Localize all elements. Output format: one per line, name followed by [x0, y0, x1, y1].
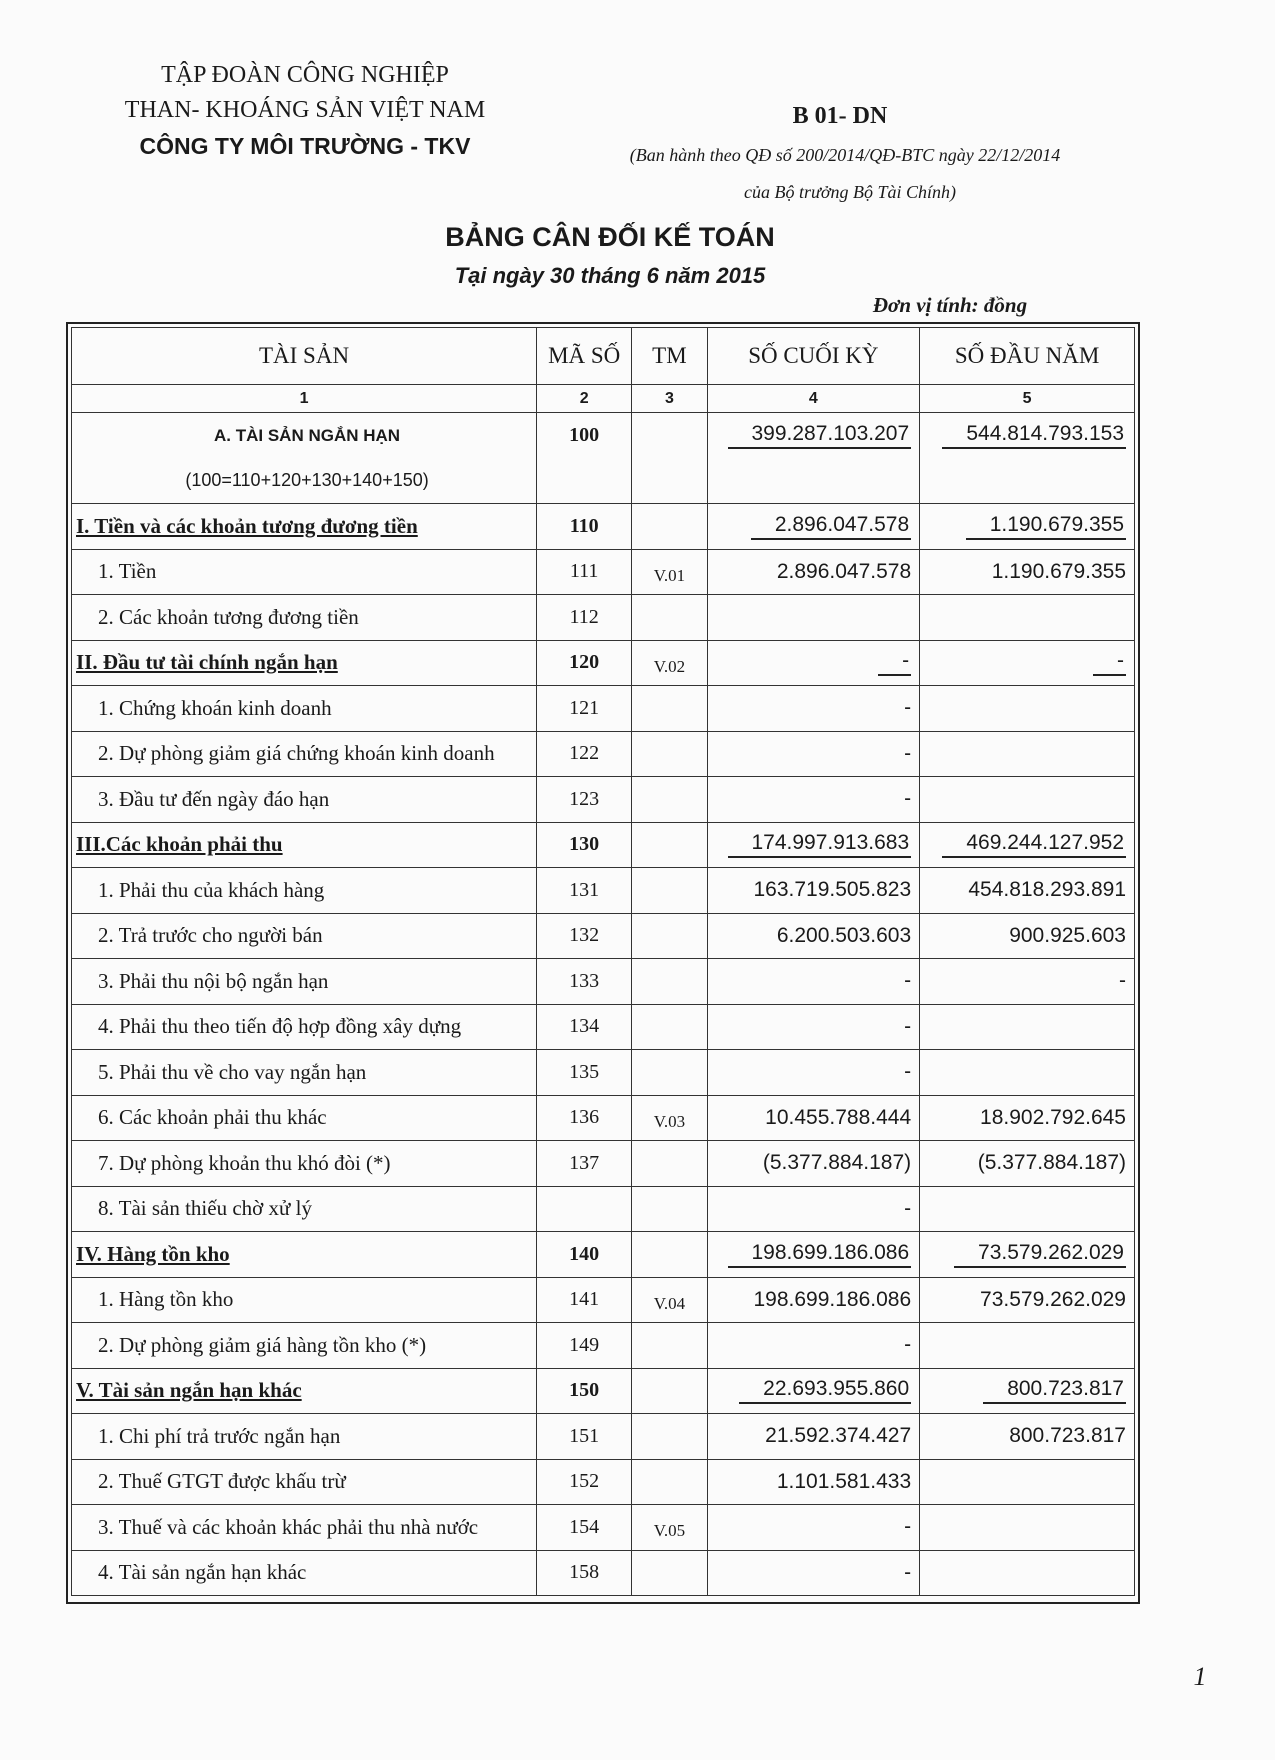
row-code: [537, 959, 632, 1005]
table-row: [72, 504, 1135, 550]
row-end-period-value: [707, 1050, 920, 1096]
row-code: [537, 1550, 632, 1596]
row-begin-year-value: [920, 868, 1135, 914]
row-code-text: 141: [569, 1288, 600, 1311]
row-note: [632, 504, 707, 550]
row-begin-year-value: [920, 1368, 1135, 1414]
row-begin-year-value: [920, 1141, 1135, 1187]
page-number: 1: [1193, 1662, 1207, 1691]
row-end-period-value-text: 174.997.913.683: [728, 831, 912, 858]
row-begin-year-value: [920, 413, 1135, 459]
row-begin-year-value-text: 73.579.262.029: [954, 1241, 1126, 1268]
row-note: [632, 1050, 707, 1096]
row-begin-year-value-text: 900.925.603: [1009, 923, 1126, 947]
row-note: [632, 640, 707, 686]
table-row: [72, 1368, 1135, 1414]
row-end-period-value-text: 6.200.503.603: [776, 923, 912, 947]
row-end-period-value-text: 399.287.103.207: [728, 422, 912, 449]
row-end-period-value: [707, 913, 920, 959]
row-end-period-value: [707, 731, 920, 777]
row-code-text: 132: [569, 924, 600, 947]
row-end-period-value-text: 1.101.581.433: [776, 1469, 912, 1493]
row-name-text: III.Các khoản phải thu: [76, 832, 283, 857]
column-number: 4: [707, 385, 920, 413]
table-row: [72, 1323, 1135, 1369]
row-note: [632, 458, 707, 504]
row-code-text: 122: [569, 742, 600, 765]
row-name: [72, 595, 537, 641]
row-code: [537, 504, 632, 550]
row-note: [632, 1550, 707, 1596]
table-row: [72, 595, 1135, 641]
row-name-text: (100=110+120+130+140+150): [185, 470, 429, 490]
row-end-period-value: [707, 595, 920, 641]
row-code: [537, 1004, 632, 1050]
row-begin-year-value: [920, 959, 1135, 1005]
row-code-text: 154: [569, 1515, 600, 1538]
row-code: [537, 1050, 632, 1096]
row-end-period-value-text: 10.455.788.444: [765, 1105, 912, 1129]
row-code-text: 152: [569, 1470, 600, 1493]
row-end-period-value: [707, 1459, 920, 1505]
column-header-begin-year: SỐ ĐẦU NĂM: [920, 328, 1135, 385]
row-name-text: V. Tài sản ngắn hạn khác: [76, 1378, 302, 1403]
row-end-period-value-text: -: [878, 649, 911, 676]
row-end-period-value-text: -: [904, 1333, 912, 1357]
row-name: [72, 1004, 537, 1050]
row-begin-year-value-text: -: [1093, 649, 1126, 676]
table-row: [72, 549, 1135, 595]
row-name: [72, 913, 537, 959]
row-name: [72, 959, 537, 1005]
row-name-text: 8. Tài sản thiếu chờ xử lý: [98, 1196, 312, 1221]
row-begin-year-value: [920, 1323, 1135, 1369]
row-note-text: V.01: [653, 565, 686, 585]
decree-line-2: của Bộ trưởng Bộ Tài Chính): [744, 182, 956, 202]
row-begin-year-value: [920, 1505, 1135, 1551]
row-note: [632, 1505, 707, 1551]
column-number: 3: [632, 385, 707, 413]
row-code: [537, 595, 632, 641]
row-end-period-value: [707, 1414, 920, 1460]
row-name: [72, 1505, 537, 1551]
row-end-period-value: [707, 1505, 920, 1551]
row-begin-year-value: [920, 913, 1135, 959]
row-name: [72, 822, 537, 868]
row-end-period-value: [707, 822, 920, 868]
row-name-text: II. Đầu tư tài chính ngắn hạn: [76, 650, 338, 675]
row-note: [632, 959, 707, 1005]
row-note-text: V.02: [653, 656, 686, 676]
row-note: [632, 1095, 707, 1141]
row-end-period-value-text: -: [904, 1560, 912, 1584]
column-number: 5: [920, 385, 1135, 413]
row-begin-year-value: [920, 731, 1135, 777]
row-end-period-value: [707, 1550, 920, 1596]
table-row: [72, 1505, 1135, 1551]
row-code: [537, 1277, 632, 1323]
row-begin-year-value-text: 544.814.793.153: [942, 422, 1126, 449]
table-row: [72, 1550, 1135, 1596]
row-code: [537, 549, 632, 595]
column-header-code: MÃ SỐ: [537, 328, 632, 385]
document-date: Tại ngày 30 tháng 6 năm 2015: [454, 263, 766, 288]
row-code-text: 131: [569, 878, 600, 901]
row-note: [632, 868, 707, 914]
row-name-text: I. Tiền và các khoản tương đương tiền: [76, 513, 418, 538]
row-end-period-value: [707, 1368, 920, 1414]
row-name-text: 4. Tài sản ngắn hạn khác: [98, 1560, 307, 1585]
row-end-period-value: [707, 868, 920, 914]
row-end-period-value-text: -: [904, 696, 912, 720]
row-code-text: 134: [569, 1015, 600, 1038]
row-end-period-value-text: -: [904, 1515, 912, 1539]
company-name: CÔNG TY MÔI TRƯỜNG - TKV: [139, 133, 471, 159]
row-note: [632, 1141, 707, 1187]
table-row: [72, 777, 1135, 823]
column-number: 1: [72, 385, 537, 413]
row-begin-year-value: [920, 822, 1135, 868]
row-code: [537, 777, 632, 823]
row-end-period-value-text: 2.896.047.578: [751, 513, 911, 540]
table-row: [72, 458, 1135, 504]
row-begin-year-value-text: 469.244.127.952: [942, 831, 1126, 858]
row-name-text: 2. Dự phòng giảm giá hàng tồn kho (*): [98, 1332, 427, 1357]
row-name-text: 1. Hàng tồn kho: [98, 1287, 234, 1312]
row-name-text: A. TÀI SẢN NGẮN HẠN: [214, 425, 401, 445]
row-name-text: 2. Các khoản tương đương tiền: [98, 604, 359, 629]
row-name: [72, 1095, 537, 1141]
table-row: [72, 640, 1135, 686]
row-name: [72, 1368, 537, 1414]
table-row: [72, 959, 1135, 1005]
row-note: [632, 1414, 707, 1460]
row-code-text: 112: [569, 605, 599, 628]
row-end-period-value: [707, 1323, 920, 1369]
row-code-text: 135: [569, 1060, 600, 1083]
row-begin-year-value-text: 800.723.817: [1009, 1424, 1126, 1448]
row-name: [72, 549, 537, 595]
row-end-period-value: [707, 640, 920, 686]
row-code-text: 133: [569, 969, 600, 992]
row-end-period-value: [707, 549, 920, 595]
row-name: [72, 868, 537, 914]
row-name: [72, 1414, 537, 1460]
row-end-period-value-text: -: [904, 1014, 912, 1038]
table-row: [72, 1095, 1135, 1141]
row-name-text: 3. Phải thu nội bộ ngắn hạn: [98, 968, 329, 993]
row-name-text: 1. Chi phí trả trước ngắn hạn: [98, 1423, 341, 1448]
row-name: [72, 1459, 537, 1505]
table-row: [72, 1232, 1135, 1278]
row-begin-year-value-text: 454.818.293.891: [968, 878, 1126, 902]
row-name-text: 2. Thuế GTGT được khấu trừ: [98, 1469, 346, 1494]
row-begin-year-value-text: (5.377.884.187): [977, 1151, 1126, 1175]
table-row: [72, 731, 1135, 777]
row-end-period-value: [707, 686, 920, 732]
row-end-period-value: [707, 777, 920, 823]
row-begin-year-value-text: 18.902.792.645: [980, 1105, 1126, 1129]
document-title: BẢNG CÂN ĐỐI KẾ TOÁN: [445, 222, 775, 252]
row-begin-year-value: [920, 549, 1135, 595]
row-begin-year-value-text: 1.190.679.355: [966, 513, 1126, 540]
decree-line-1: (Ban hành theo QĐ số 200/2014/QĐ-BTC ngày 22/12/2014: [629, 145, 1061, 165]
row-name: [72, 686, 537, 732]
currency-unit: Đơn vị tính: đồng: [872, 293, 1028, 317]
row-note: [632, 1186, 707, 1232]
column-header-note: TM: [632, 328, 707, 385]
row-name: [72, 777, 537, 823]
row-code: [537, 1368, 632, 1414]
row-code: [537, 1414, 632, 1460]
row-end-period-value: [707, 413, 920, 459]
row-name-text: 2. Trả trước cho người bán: [98, 923, 323, 948]
column-header-end-period: SỐ CUỐI KỲ: [707, 328, 920, 385]
row-end-period-value: [707, 1277, 920, 1323]
row-end-period-value: [707, 504, 920, 550]
table-row: [72, 1141, 1135, 1187]
table-row: [72, 1277, 1135, 1323]
row-note-text: V.03: [653, 1111, 686, 1131]
row-code: [537, 458, 632, 504]
table-row: [72, 413, 1135, 459]
row-name: [72, 1186, 537, 1232]
column-number: 2: [537, 385, 632, 413]
row-name-text: 4. Phải thu theo tiến độ hợp đồng xây dựng: [98, 1014, 462, 1039]
row-code: [537, 1095, 632, 1141]
row-code: [537, 1232, 632, 1278]
row-name: [72, 640, 537, 686]
row-name: [72, 1232, 537, 1278]
table-row: [72, 1004, 1135, 1050]
table-row: [72, 1050, 1135, 1096]
row-note: [632, 1323, 707, 1369]
row-name-text: 1. Tiền: [98, 559, 157, 584]
org-line-2: THAN- KHOÁNG SẢN VIỆT NAM: [124, 97, 486, 123]
row-name-text: 3. Đầu tư đến ngày đáo hạn: [98, 786, 330, 811]
row-end-period-value-text: 198.699.186.086: [753, 1287, 912, 1311]
row-end-period-value-text: 21.592.374.427: [765, 1424, 912, 1448]
table-row: [72, 686, 1135, 732]
row-end-period-value-text: 22.693.955.860: [739, 1377, 911, 1404]
row-note: [632, 686, 707, 732]
row-note: [632, 777, 707, 823]
row-end-period-value: [707, 1141, 920, 1187]
row-note-text: V.05: [653, 1521, 686, 1541]
row-code: [537, 686, 632, 732]
row-begin-year-value-text: 1.190.679.355: [991, 559, 1126, 583]
row-code-text: 136: [569, 1106, 600, 1129]
row-code-text: 130: [569, 833, 600, 856]
row-end-period-value: [707, 1095, 920, 1141]
row-end-period-value-text: -: [904, 741, 912, 765]
row-name-text: 5. Phải thu về cho vay ngắn hạn: [98, 1059, 367, 1084]
row-note: [632, 595, 707, 641]
row-code: [537, 1323, 632, 1369]
row-code-text: 120: [569, 651, 600, 674]
row-end-period-value: [707, 1186, 920, 1232]
table-row: [72, 822, 1135, 868]
row-name: [72, 731, 537, 777]
row-note: [632, 1277, 707, 1323]
row-begin-year-value: [920, 1050, 1135, 1096]
row-code: [537, 1505, 632, 1551]
row-code-text: 140: [569, 1242, 600, 1265]
row-note-text: V.04: [653, 1293, 686, 1313]
row-begin-year-value: [920, 1277, 1135, 1323]
row-begin-year-value: [920, 777, 1135, 823]
row-name: [72, 413, 537, 459]
row-name: [72, 1050, 537, 1096]
row-begin-year-value: [920, 1550, 1135, 1596]
row-end-period-value-text: -: [904, 787, 912, 811]
row-note: [632, 731, 707, 777]
row-code-text: 151: [569, 1424, 600, 1447]
row-code: [537, 1459, 632, 1505]
form-code: B 01- DN: [792, 103, 888, 129]
row-note: [632, 1232, 707, 1278]
row-begin-year-value-text: 800.723.817: [983, 1377, 1126, 1404]
row-name: [72, 1141, 537, 1187]
balance-sheet-table: [66, 322, 1140, 1604]
row-code-text: 149: [569, 1333, 600, 1356]
row-name: [72, 1323, 537, 1369]
row-end-period-value: [707, 458, 920, 504]
row-end-period-value-text: -: [904, 969, 912, 993]
row-name: [72, 1550, 537, 1596]
row-name: [72, 458, 537, 504]
row-begin-year-value: [920, 1186, 1135, 1232]
row-code: [537, 913, 632, 959]
row-name-text: 2. Dự phòng giảm giá chứng khoán kinh doanh: [98, 741, 495, 766]
row-name-text: IV. Hàng tồn kho: [76, 1241, 230, 1266]
row-begin-year-value: [920, 1095, 1135, 1141]
row-begin-year-value-text: -: [1119, 969, 1126, 993]
row-code-text: 110: [569, 514, 599, 537]
row-note: [632, 913, 707, 959]
row-name: [72, 1277, 537, 1323]
row-name-text: 1. Phải thu của khách hàng: [98, 877, 325, 902]
row-begin-year-value: [920, 458, 1135, 504]
org-line-1: TẬP ĐOÀN CÔNG NGHIỆP: [161, 62, 449, 88]
row-begin-year-value: [920, 1414, 1135, 1460]
row-end-period-value: [707, 1004, 920, 1050]
table-row: [72, 913, 1135, 959]
row-begin-year-value: [920, 504, 1135, 550]
row-code: [537, 822, 632, 868]
row-code: [537, 1186, 632, 1232]
row-note: [632, 1459, 707, 1505]
row-name-text: 6. Các khoản phải thu khác: [98, 1105, 327, 1130]
row-code-text: 158: [569, 1561, 600, 1584]
row-name-text: 1. Chứng khoán kinh doanh: [98, 695, 332, 720]
row-code: [537, 731, 632, 777]
row-note: [632, 822, 707, 868]
row-code-text: 150: [569, 1379, 600, 1402]
row-note: [632, 413, 707, 459]
row-end-period-value-text: 2.896.047.578: [776, 559, 912, 583]
row-code-text: 137: [569, 1151, 600, 1174]
column-header-assets: TÀI SẢN: [72, 328, 537, 385]
row-end-period-value-text: 198.699.186.086: [728, 1241, 912, 1268]
row-code-text: 121: [569, 696, 600, 719]
row-begin-year-value: [920, 1459, 1135, 1505]
row-begin-year-value: [920, 640, 1135, 686]
row-note: [632, 1004, 707, 1050]
row-begin-year-value: [920, 1232, 1135, 1278]
row-end-period-value-text: -: [904, 1196, 912, 1220]
row-begin-year-value: [920, 595, 1135, 641]
row-begin-year-value-text: 73.579.262.029: [980, 1287, 1126, 1311]
row-note: [632, 549, 707, 595]
row-name-text: 3. Thuế và các khoản khác phải thu nhà nước: [98, 1514, 479, 1539]
row-begin-year-value: [920, 686, 1135, 732]
row-name: [72, 504, 537, 550]
row-code: [537, 413, 632, 459]
row-name-text: 7. Dự phòng khoản thu khó đòi (*): [98, 1150, 391, 1175]
row-end-period-value: [707, 1232, 920, 1278]
table-row: [72, 1459, 1135, 1505]
row-end-period-value-text: (5.377.884.187): [762, 1151, 912, 1175]
row-code-text: 111: [569, 560, 599, 583]
row-code-text: 123: [569, 787, 600, 810]
row-code: [537, 868, 632, 914]
table-row: [72, 868, 1135, 914]
balance-sheet-grid: [71, 327, 1135, 1596]
table-row: [72, 1186, 1135, 1232]
row-note: [632, 1368, 707, 1414]
row-code-text: 100: [569, 424, 600, 446]
table-row: [72, 1414, 1135, 1460]
row-begin-year-value: [920, 1004, 1135, 1050]
row-end-period-value-text: -: [904, 1060, 912, 1084]
row-end-period-value: [707, 959, 920, 1005]
row-end-period-value-text: 163.719.505.823: [753, 878, 912, 902]
row-code: [537, 640, 632, 686]
row-code: [537, 1141, 632, 1187]
